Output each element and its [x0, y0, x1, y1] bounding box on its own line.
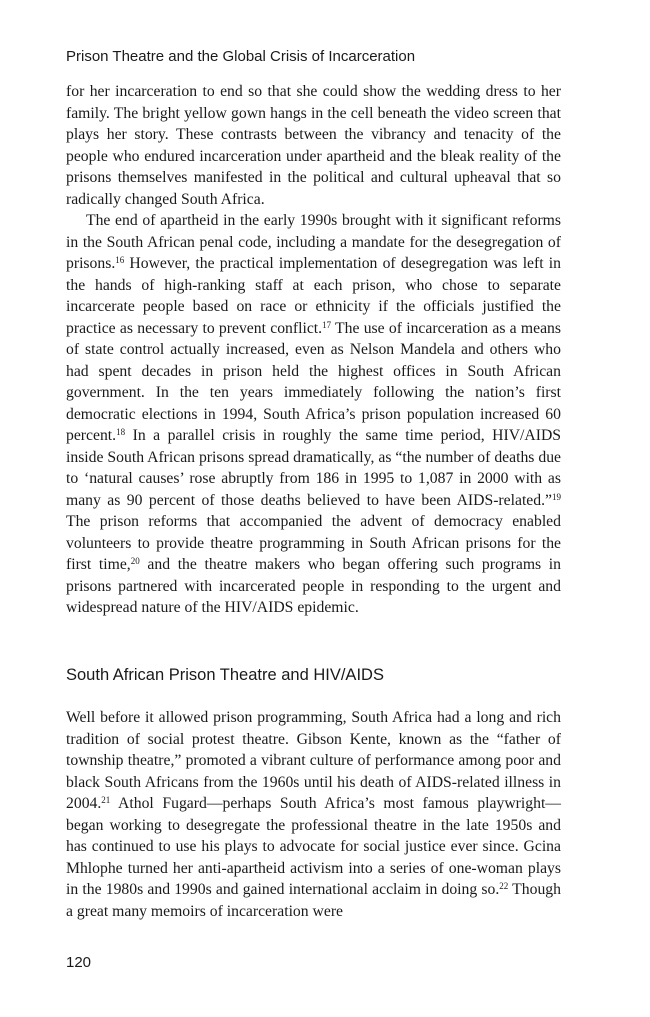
text-run: and the theatre makers who began offering such programs in prisons partnered with incarcerated people in responding to the urgent and widespread nature of the HIV/AIDS epidemic. — [66, 556, 561, 616]
footnote-marker[interactable]: 17 — [322, 319, 332, 330]
running-head: Prison Theatre and the Global Crisis of Incarceration — [66, 48, 416, 65]
section-heading: South African Prison Theatre and HIV/AIDS — [66, 666, 384, 684]
footnote-marker[interactable]: 19 — [552, 491, 561, 502]
text-run: Well before it allowed prison programming, South Africa had a long and rich tradition of social protest theatre. Gibson Kente, known as the “father of township theatre,” promoted a vibrant culture of performance among poor and black South Africans from the 1960s until his death of AIDS-related illness in 2004. — [66, 709, 561, 812]
text-run: In a parallel crisis in roughly the same time period, HIV/AIDS inside South African prisons spread dramatically, as “the number of deaths due to ‘natural causes’ rose abruptly from 186 in 1995 to 1,087 in 2000 with as many as 90 percent of those deaths believed to have been AIDS-related.” — [66, 427, 561, 509]
text-run: The end of apartheid in the early 1990s brought with it significant reforms in the South African penal code, including a mandate for the desegregation of prisons. — [66, 212, 561, 272]
paragraph — [66, 210, 561, 619]
footnote-marker[interactable]: 16 — [115, 255, 125, 265]
text-run: However, the practical implementation of desegregation was left in the hands of high-ranking staff at each prison, who chose to separate incarcerate people based on race or ethnicity if the officials justified the practice as necessary to prevent conflict. — [66, 255, 561, 337]
footnote-marker[interactable]: 18 — [116, 427, 126, 437]
text-run: for her incarceration to end so that she could show the wedding dress to her family. The bright yellow gown hangs in the cell beneath the video screen that plays her story. These contrasts between the vibrancy and tenacity of the people who endured incarceration under apartheid and the bleak reality of the prisons themselves manifested in the political and cultural upheaval that so radically changed South Africa. — [66, 83, 561, 208]
footnote-marker[interactable]: 22 — [499, 881, 509, 891]
body-text-section-1 — [66, 81, 561, 619]
paragraph — [66, 81, 561, 210]
text-run: The prison reforms that accompanied the advent of democracy enabled volunteers to provide theatre programming in South African prisons for the first time, — [66, 513, 561, 573]
footnote-marker[interactable]: 21 — [101, 795, 111, 805]
text-run: Though a great many memoirs of incarceration were — [66, 881, 561, 920]
body-text-section-2 — [66, 707, 561, 922]
paragraph — [66, 707, 561, 922]
text-run: The use of incarceration as a means of state control actually increased, even as Nelson Mandela and others who had spent decades in prison held the highest offices in South African government. In the ten years immediately following the nation’s first democratic elections in 1994, South Africa’s prison population increased 60 percent. — [66, 319, 561, 444]
text-run: Athol Fugard—perhaps South Africa’s most famous playwright—began working to desegregate the professional theatre in the late 1950s and has continued to use his plays to advocate for social justice ever since. Gcina Mhlophe turned her anti-apartheid activism into a series of one-woman plays in the 1980s and 1990s and gained international acclaim in doing so. — [66, 795, 561, 898]
footnote-marker[interactable]: 20 — [130, 556, 140, 566]
page-number: 120 — [66, 954, 92, 971]
